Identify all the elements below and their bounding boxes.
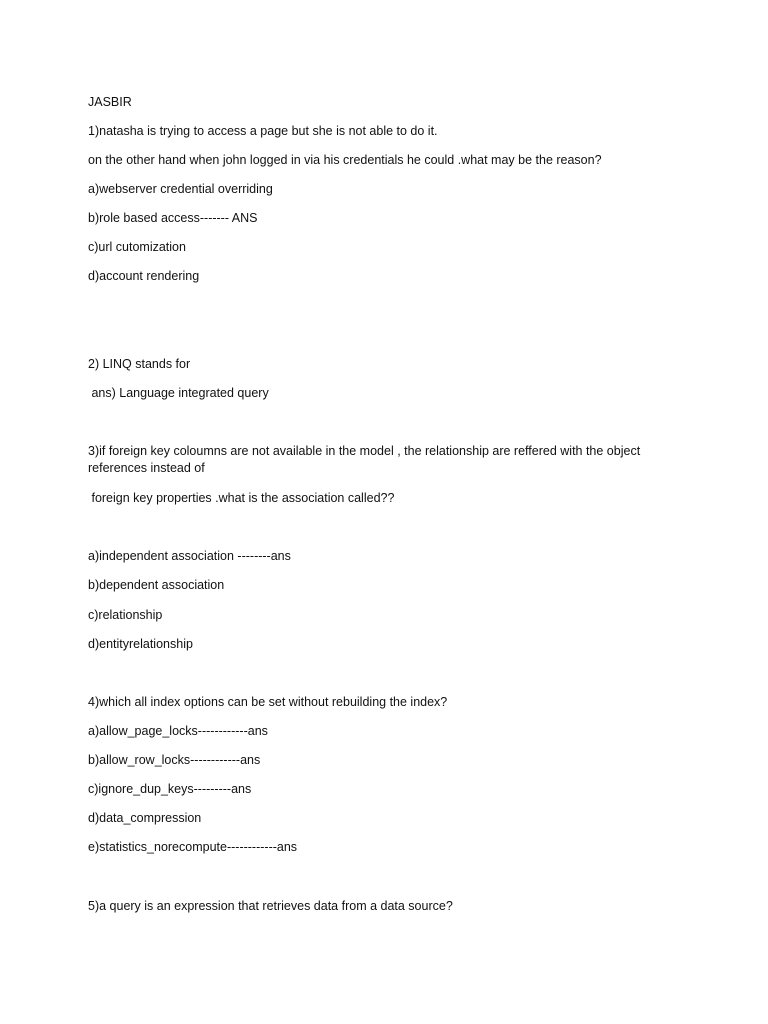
question-3-option-c: c)relationship: [88, 608, 163, 622]
question-1-option-a: a)webserver credential overriding: [88, 182, 273, 196]
question-4-option-a: a)allow_page_locks------------ans: [88, 724, 268, 738]
question-1-stem: 1)natasha is trying to access a page but she is not able to do it.: [88, 124, 438, 138]
question-4-option-c: c)ignore_dup_keys---------ans: [88, 782, 252, 796]
question-3-option-b: b)dependent association: [88, 578, 225, 592]
question-3-option-a: a)independent association --------ans: [88, 549, 291, 563]
question-3-option-d: d)entityrelationship: [88, 637, 193, 651]
question-1-stem-continued: on the other hand when john logged in via his credentials he could .what may be the reason?: [88, 153, 602, 167]
question-4-option-d: d)data_compression: [88, 811, 202, 825]
question-3-stem: 3)if foreign key coloumns are not available in the model , the relationship are reffered with the object references instead of: [88, 444, 641, 475]
question-1-option-d: d)account rendering: [88, 269, 200, 283]
question-5-stem: 5)a query is an expression that retrieves data from a data source?: [88, 899, 453, 913]
question-4-option-e: e)statistics_norecompute------------ans: [88, 840, 298, 854]
question-1-option-c: c)url cutomization: [88, 240, 186, 254]
author-name: JASBIR: [88, 95, 132, 109]
question-4-option-b: b)allow_row_locks------------ans: [88, 753, 261, 767]
question-2-answer: ans) Language integrated query: [88, 386, 269, 400]
question-4-stem: 4)which all index options can be set without rebuilding the index?: [88, 695, 448, 709]
question-3-stem-continued: foreign key properties .what is the association called??: [88, 491, 395, 505]
question-2-stem: 2) LINQ stands for: [88, 357, 191, 371]
question-1-option-b: b)role based access------- ANS: [88, 211, 258, 225]
